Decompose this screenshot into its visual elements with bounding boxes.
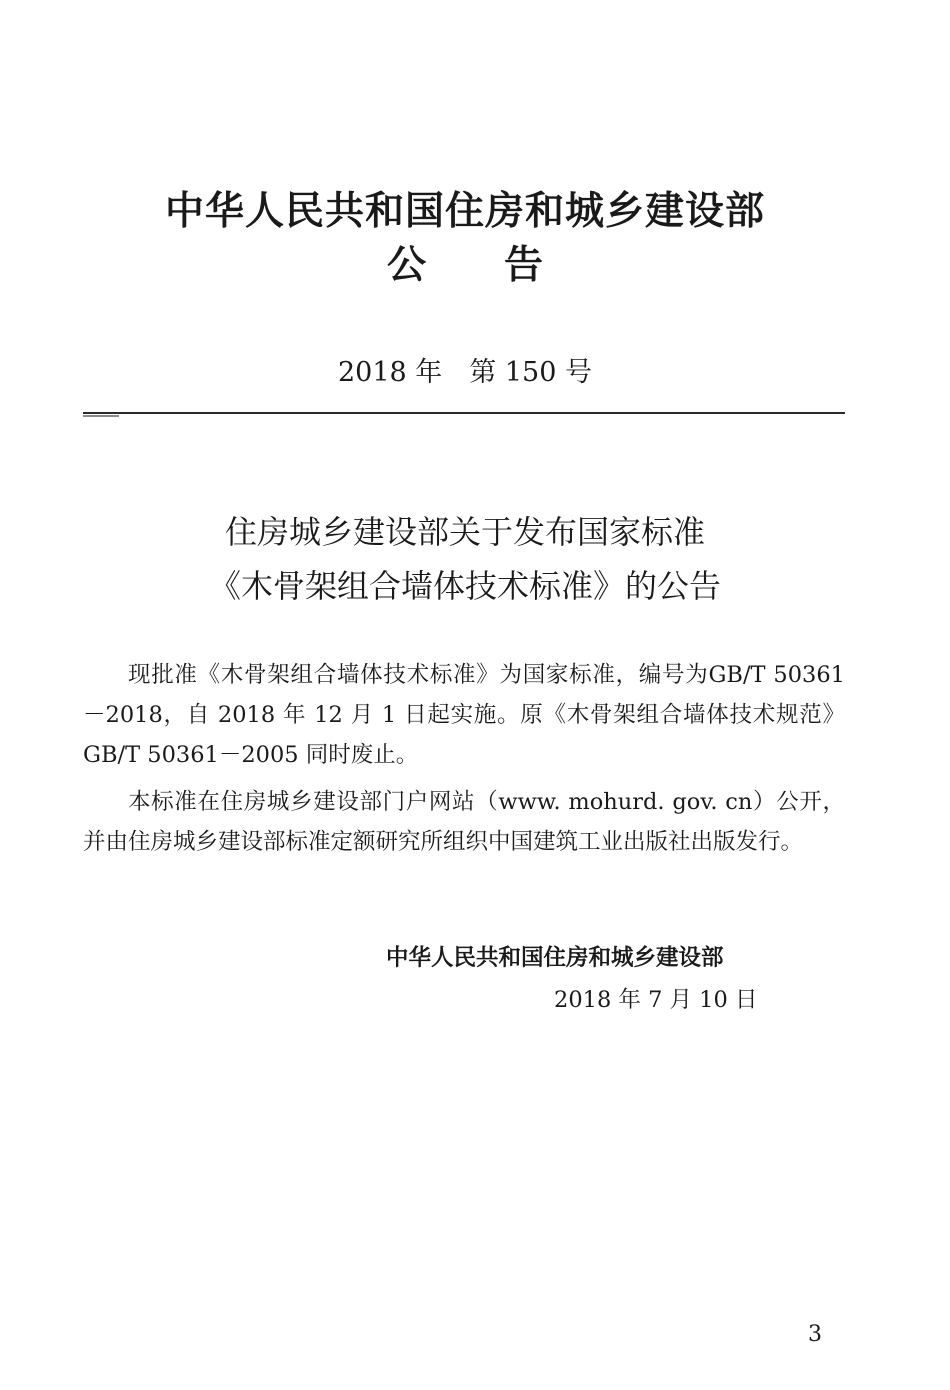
header-divider-accent xyxy=(83,415,119,417)
notice-title xyxy=(0,505,930,613)
notice-title-line-2: 《木骨架组合墙体技术标准》的公告 xyxy=(208,567,721,605)
header-divider xyxy=(83,412,845,414)
page-number: 3 xyxy=(808,1322,822,1347)
signature-date: 2018 年 7 月 10 日 xyxy=(554,987,758,1013)
document-number: 2018 年 第 150 号 xyxy=(338,357,592,388)
signature-organization: 中华人民共和国住房和城乡建设部 xyxy=(386,945,724,971)
notice-paragraph-2: 本标准在住房城乡建设部门户网站（www. mohurd. gov. cn）公开，并由住房城乡建设部标准定额研究所组织中国建筑工业出版社出版发行。 xyxy=(83,789,845,855)
issuing-organization-title: 中华人民共和国住房和城乡建设部 xyxy=(164,189,765,234)
document-type-heading: 公 告 xyxy=(386,243,543,288)
notice-paragraph-1: 现批准《木骨架组合墙体技术标准》为国家标准，编号为GB/T 50361－2018，自 2018 年 12 月 1 日起实施。原《木骨架组合墙体技术规范》GB/T 50361－2005 同时废止。 xyxy=(83,662,845,768)
notice-title-line-1: 住房城乡建设部关于发布国家标准 xyxy=(224,513,705,551)
